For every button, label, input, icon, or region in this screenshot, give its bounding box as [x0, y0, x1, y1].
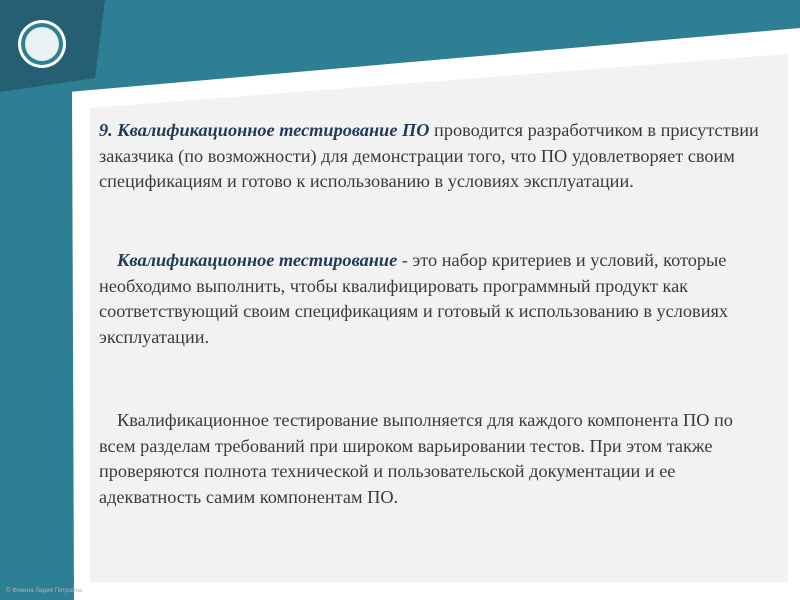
content-card: [90, 108, 780, 578]
paragraph-text: Квалификационное тестирование выполняется для каждого компонента ПО по всем разделам требований при широком варьировании тестов. При этом также проверяются полнота технической и пользовательской документации и ее адекватность самим компонентам ПО.: [99, 410, 733, 507]
paragraph-text: проводится разработчиком в присутствии заказчика (по возможности) для демонстрации того, что ПО удовлетворяет своим спецификациям и готово к использованию в условиях эксплуатации.: [99, 120, 759, 191]
teal-bottom-left-band: [0, 86, 74, 600]
paragraph-execution: [99, 408, 739, 510]
paragraph-qualification-testing: [99, 118, 771, 195]
paragraph-text: - это набор критериев и условий, которые необходимо выполнить, чтобы квалифицировать программный продукт как соответствующий своим спецификациям и готовый к использованию в условиях эксплуатации.: [99, 250, 729, 347]
paragraph-definition: [99, 248, 771, 350]
circle-logo-icon: [18, 20, 66, 68]
term-qualification-testing: Квалификационное тестирование: [117, 250, 398, 270]
copyright-footer: © Фокина Лидия Петровна: [6, 588, 83, 594]
term-qualification-testing-po: 9. Квалификационное тестирование ПО: [99, 120, 430, 140]
